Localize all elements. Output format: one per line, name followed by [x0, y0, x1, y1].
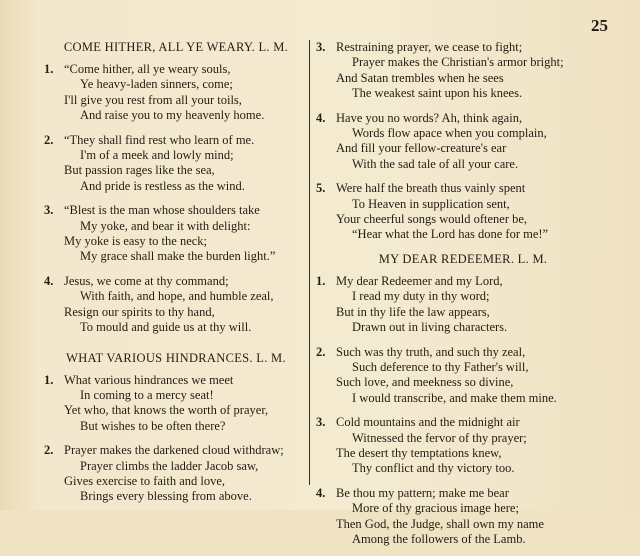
verse-line: The desert thy temptations knew,	[336, 445, 502, 460]
page-number: 25	[591, 16, 608, 35]
verse-line: But in thy life the law appears,	[336, 304, 490, 319]
verse-line: With the sad tale of all your care.	[352, 156, 519, 171]
verse-line: Jesus, we come at thy command;	[64, 273, 229, 288]
verse-line: “They shall find rest who learn of me.	[64, 132, 255, 147]
verse-line: I'm of a meek and lowly mind;	[80, 148, 234, 163]
left-column	[44, 40, 308, 514]
verse-line: Thy conflict and thy victory too.	[352, 461, 515, 476]
verse	[316, 274, 610, 336]
verse-line: Cold mountains and the midnight air	[336, 415, 520, 430]
verse-line: Brings every blessing from above.	[80, 489, 252, 504]
verse	[316, 181, 610, 243]
verse-number: 3.	[316, 40, 326, 54]
verse	[316, 345, 610, 407]
verse-number: 2.	[316, 344, 326, 359]
hymn-block	[44, 345, 308, 505]
verse-line: Then God, the Judge, shall own my name	[336, 516, 544, 531]
verse-line: More of thy gracious image here;	[352, 501, 519, 516]
verse-number: 3.	[316, 415, 326, 430]
verse-line: Be thou my pattern; make me bear	[336, 485, 509, 500]
verse-line: Among the followers of the Lamb.	[352, 531, 526, 546]
verse	[44, 133, 308, 195]
verse-line: Such was thy truth, and such thy zeal,	[336, 344, 526, 359]
hymn-title: COME HITHER, ALL YE WEARY. L. M.	[63, 40, 289, 54]
verse-number: 4.	[316, 485, 326, 500]
hymn-title: MY DEAR REDEEMER. L. M.	[378, 251, 548, 266]
verse-line: “Hear what the Lord has done for me!”	[352, 227, 549, 242]
verse-line: Such deference to thy Father's will,	[352, 359, 529, 374]
verse-line: Prayer makes the Christian's armor bright;	[352, 55, 564, 70]
verse-line: I read my duty in thy word;	[352, 289, 490, 304]
verse-number: 3.	[44, 203, 54, 218]
verse-line: Have you no words? Ah, think again,	[336, 110, 523, 125]
verse-line: “Blest is the man whose shoulders take	[64, 203, 260, 218]
verse-number: 4.	[316, 110, 326, 125]
verse	[44, 274, 308, 336]
verse-line: And pride is restless as the wind.	[80, 178, 245, 193]
verse-line: My dear Redeemer and my Lord,	[336, 273, 503, 288]
verse-number: 1.	[44, 372, 54, 387]
verse-line: Your cheerful songs would oftener be,	[336, 212, 528, 227]
verse-line: “Come hither, all ye weary souls,	[64, 62, 231, 76]
verse	[44, 443, 308, 505]
verse-line: In coming to a mercy seat!	[80, 387, 214, 402]
hymn-block	[44, 40, 308, 336]
verse	[316, 111, 610, 173]
verse-line: Such love, and meekness so divine,	[336, 375, 514, 390]
right-column	[316, 40, 610, 556]
verse-line: Were half the breath thus vainly spent	[336, 181, 526, 196]
verse-line: Drawn out in living characters.	[352, 320, 508, 335]
verse-line: What various hindrances we meet	[64, 372, 234, 387]
continued-hymn-block	[316, 40, 610, 243]
verse	[316, 486, 610, 548]
verse-number: 2.	[44, 443, 54, 458]
verse-line: But wishes to be often there?	[80, 418, 226, 433]
verse-line: Ye heavy-laden sinners, come;	[80, 77, 233, 92]
verse-line: Words flow apace when you complain,	[352, 126, 547, 141]
verse-line: Resign our spirits to thy hand,	[64, 304, 215, 319]
verse-line: The weakest saint upon his knees.	[352, 86, 523, 101]
verse	[44, 203, 308, 265]
verse-line: To Heaven in supplication sent,	[352, 196, 510, 211]
verse	[44, 62, 308, 124]
verse-line: And Satan trembles when he sees	[336, 70, 504, 85]
verse-line: Prayer makes the darkened cloud withdraw;	[64, 443, 284, 458]
column-divider	[309, 40, 310, 485]
verse	[44, 373, 308, 435]
verse-number: 1.	[316, 273, 326, 288]
verse-line: My yoke, and bear it with delight:	[80, 218, 251, 233]
verse	[316, 40, 610, 102]
hymn-block	[316, 252, 610, 548]
verse-line: Yet who, that knows the worth of prayer,	[64, 403, 269, 418]
verse-line: Gives exercise to faith and love,	[64, 473, 226, 488]
verse-line: And fill your fellow-creature's ear	[336, 141, 507, 156]
verse-number: 4.	[44, 273, 54, 288]
verse-line: My yoke is easy to the neck;	[64, 234, 208, 249]
verse-line: Restraining prayer, we cease to fight;	[336, 40, 523, 54]
verse-line: I'll give you rest from all your toils,	[64, 92, 242, 107]
verse-line: Prayer climbs the ladder Jacob saw,	[80, 458, 259, 473]
verse	[316, 415, 610, 477]
verse-number: 2.	[44, 132, 54, 147]
verse-line: With faith, and hope, and humble zeal,	[80, 289, 274, 304]
verse-line: But passion rages like the sea,	[64, 163, 215, 178]
verse-number: 5.	[316, 181, 326, 196]
hymn-title: WHAT VARIOUS HINDRANCES. L. M.	[66, 350, 286, 365]
verse-line: And raise you to my heavenly home.	[80, 108, 265, 123]
verse-line: To mould and guide us at thy will.	[80, 320, 252, 335]
verse-line: I would transcribe, and make them mine.	[352, 390, 557, 405]
verse-number: 1.	[44, 62, 54, 76]
verse-line: My grace shall make the burden light.”	[80, 249, 276, 264]
verse-line: Witnessed the fervor of thy prayer;	[352, 430, 527, 445]
